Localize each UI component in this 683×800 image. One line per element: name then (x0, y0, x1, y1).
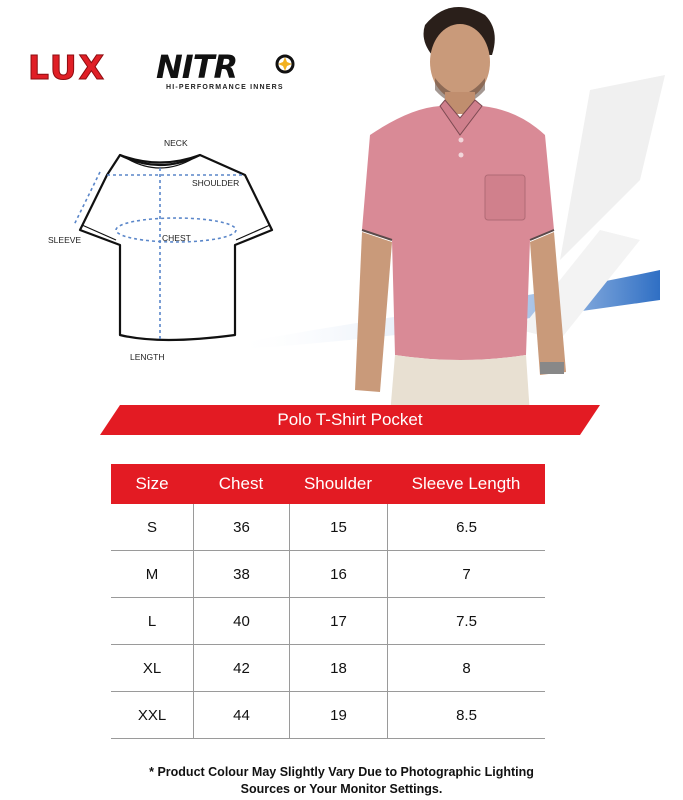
cell-chest: 40 (193, 598, 289, 644)
product-banner (100, 405, 600, 435)
table-row (111, 645, 545, 692)
neck-label: NECK (164, 138, 188, 148)
color-disclaimer (0, 764, 683, 798)
size-chart-table (111, 464, 545, 739)
logo-lux: LUX (28, 48, 107, 87)
tshirt-measurement-diagram (40, 130, 300, 370)
chest-label: CHEST (162, 233, 191, 243)
logo-nitro: NITR (156, 48, 238, 86)
cell-chest: 44 (193, 692, 289, 738)
cell-shoulder: 17 (289, 598, 387, 644)
header-shoulder: Shoulder (303, 474, 373, 493)
disclaimer-line-2: Sources or Your Monitor Settings. (240, 782, 443, 796)
cell-chest: 36 (193, 504, 289, 550)
cell-shoulder: 16 (289, 551, 387, 597)
shoulder-label: SHOULDER (192, 178, 240, 188)
cell-size: M (145, 565, 159, 583)
cell-sleeve-length: 7 (387, 551, 545, 597)
header-chest: Chest (218, 474, 264, 493)
cell-size: S (146, 518, 157, 536)
cell-size: XL (142, 659, 162, 677)
model-photo (340, 0, 570, 415)
cell-sleeve-length: 8 (387, 645, 545, 691)
cell-chest: 38 (193, 551, 289, 597)
tshirt-outline-icon (40, 130, 300, 370)
cell-size: XXL (137, 706, 167, 724)
cell-chest: 42 (193, 645, 289, 691)
table-row (111, 504, 545, 551)
cell-shoulder: 15 (289, 504, 387, 550)
product-title: Polo T-Shirt Pocket (277, 410, 423, 429)
header-sleeve-length: Sleeve Length (411, 474, 521, 493)
length-label: LENGTH (130, 352, 165, 362)
cell-size: L (147, 612, 157, 630)
cell-sleeve-length: 7.5 (387, 598, 545, 644)
cell-sleeve-length: 8.5 (387, 692, 545, 738)
brand-logo (28, 48, 298, 93)
disclaimer-line-1: * Product Colour May Slightly Vary Due to Photographic Lighting (149, 765, 534, 779)
sleeve-label: SLEEVE (48, 235, 82, 245)
table-row (111, 598, 545, 645)
table-row (111, 551, 545, 598)
brand-tagline: HI-PERFORMANCE INNERS (166, 84, 284, 91)
cell-shoulder: 18 (289, 645, 387, 691)
table-row (111, 692, 545, 739)
cell-sleeve-length: 6.5 (387, 504, 545, 550)
nitro-star-icon (275, 54, 295, 74)
cell-shoulder: 19 (289, 692, 387, 738)
header-size: Size (135, 474, 169, 493)
table-header (111, 464, 545, 504)
